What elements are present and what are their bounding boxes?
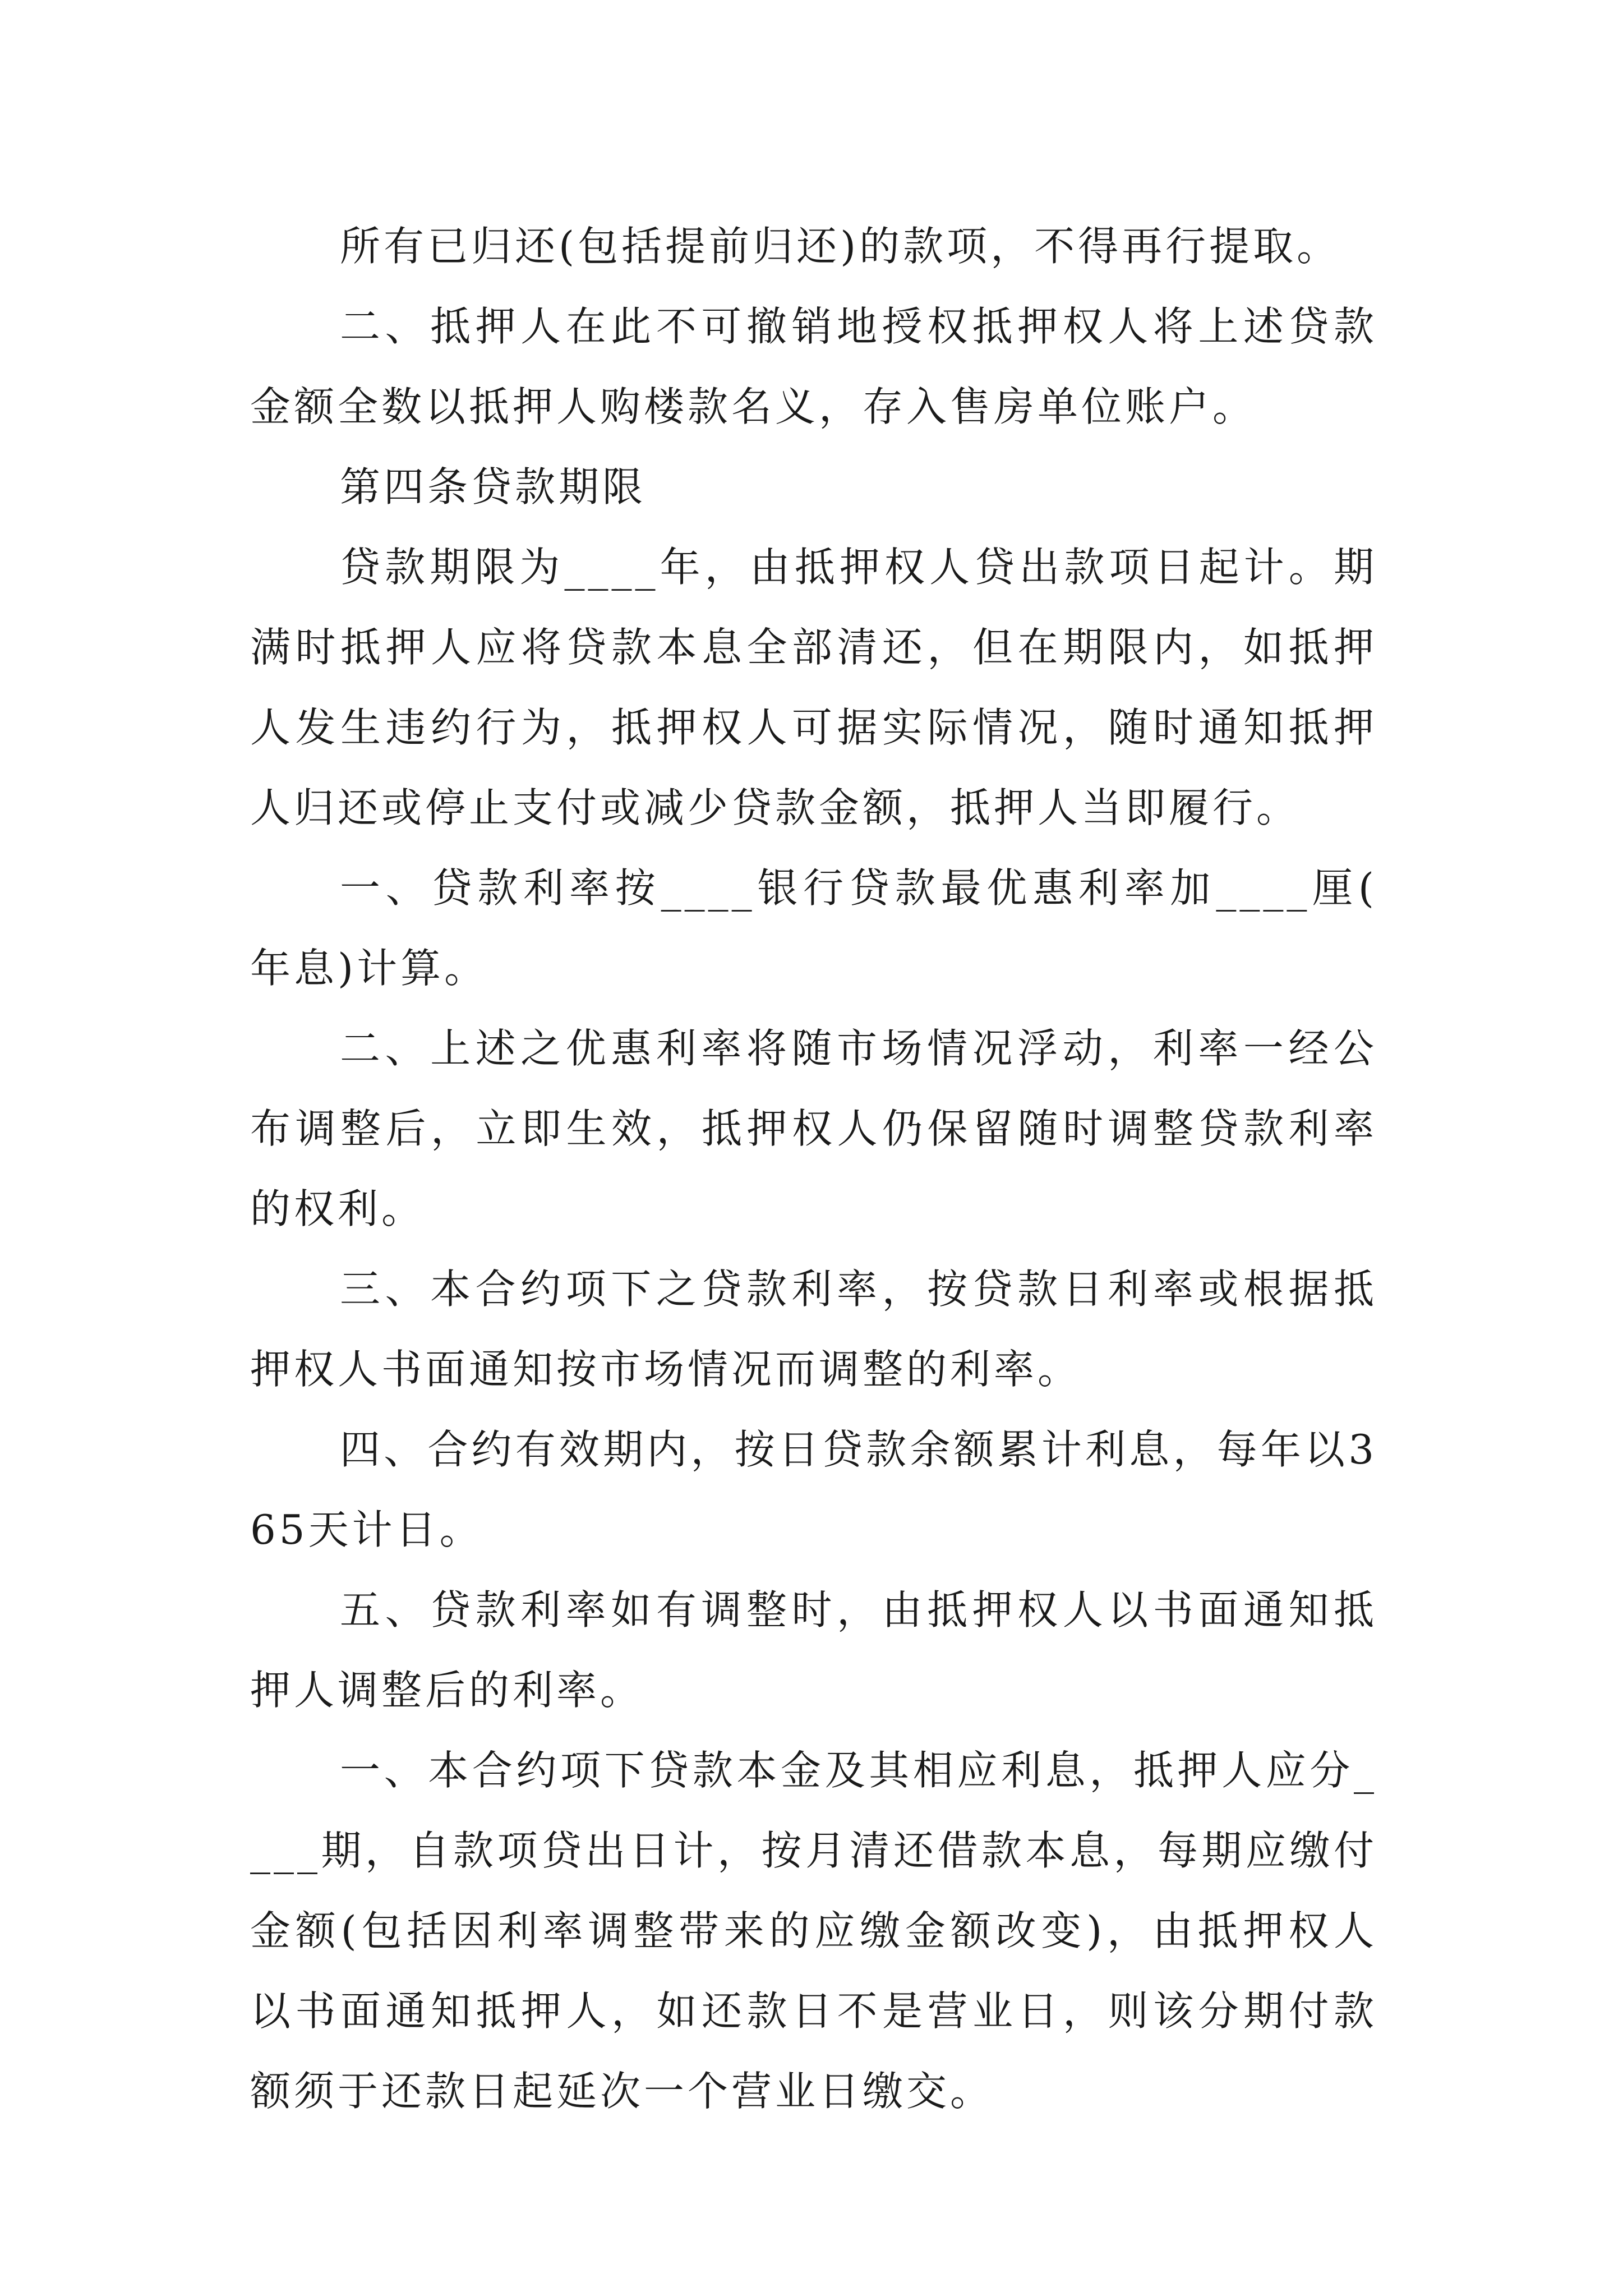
paragraph-repaid-funds: 所有已归还(包括提前归还)的款项，不得再行提取。: [340, 223, 1341, 270]
paragraph-interest-rate: 一、贷款利率按____银行贷款最优惠利率加____厘(年息)计算。: [250, 864, 1377, 992]
paragraph-authorization: 二、抵押人在此不可撤销地授权抵押权人将上述贷款金额全数以抵押人购楼款名义，存入售房单位账户。: [250, 303, 1377, 430]
paragraph-rate-adjustment-notice: 五、贷款利率如有调整时，由抵押权人以书面通知抵押人调整后的利率。: [250, 1586, 1377, 1714]
paragraph-loan-term: 贷款期限为____年，由抵押权人贷出款项日起计。期满时抵押人应将贷款本息全部清还，但在期限内，如抵押人发生违约行为，抵押权人可据实际情况，随时通知抵押人归还或停止支付或减少贷款金额，抵押人当即履行。: [250, 544, 1377, 831]
paragraph-daily-interest: 四、合约有效期内，按日贷款余额累计利息，每年以365天计日。: [250, 1426, 1377, 1553]
section-heading-loan-term: 第四条贷款期限: [340, 463, 647, 510]
paragraph-installments: 一、本合约项下贷款本金及其相应利息，抵押人应分____期，自款项贷出日计，按月清还借款本息，每期应缴付金额(包括因利率调整带来的应缴金额改变)，由抵押权人以书面通知抵押人，如还款日不是营业日，则该分期付款额须于还款日起延次一个营业日缴交。: [250, 1747, 1377, 2115]
document-body: [250, 206, 1377, 2132]
paragraph-rate-basis: 三、本合约项下之贷款利率，按贷款日利率或根据抵押权人书面通知按市场情况而调整的利率。: [250, 1266, 1377, 1393]
paragraph-rate-floating: 二、上述之优惠利率将随市场情况浮动，利率一经公布调整后，立即生效，抵押权人仍保留随时调整贷款利率的权利。: [250, 1025, 1377, 1232]
